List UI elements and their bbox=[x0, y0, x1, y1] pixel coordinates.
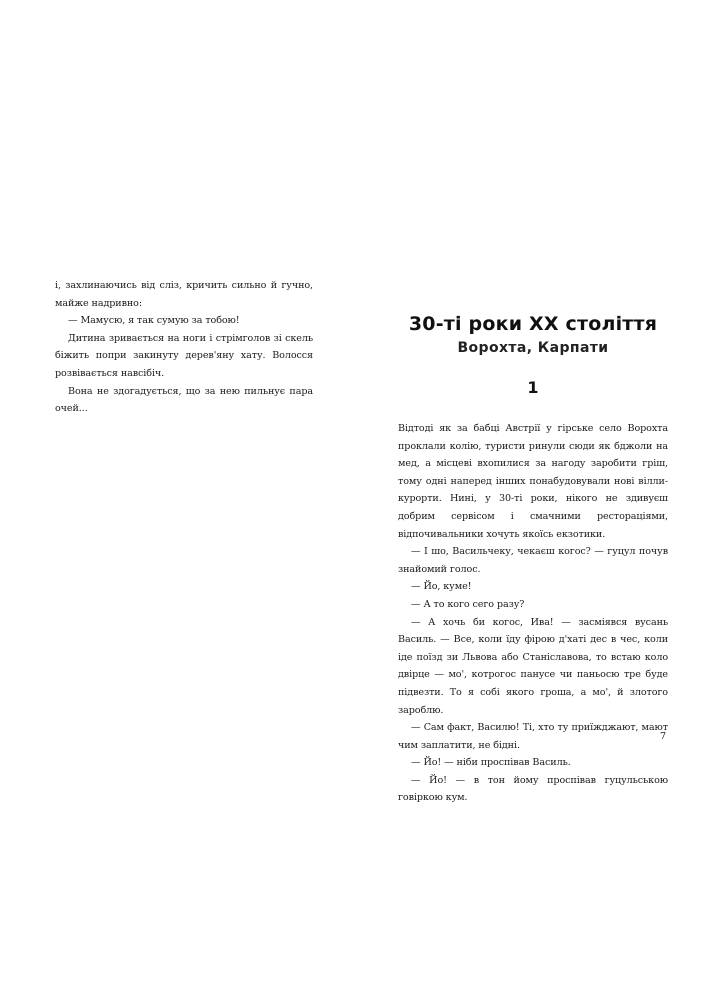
right-paragraph-2: — І шо, Васильчеку, чекаєш когос? — гуцул почув знайомий голос. bbox=[398, 546, 668, 575]
chapter-title: 30-ті роки XX століття bbox=[408, 313, 658, 335]
right-paragraph-4: — А то кого сего разу? bbox=[411, 598, 525, 610]
right-page bbox=[398, 300, 668, 807]
left-paragraph-1: і, захлинаючись від сліз, кричить сильно й гучно, майже надривно: bbox=[55, 280, 313, 309]
right-paragraph-6: — Сам факт, Василю! Ті, хто ту приїжджают, мают чим заплатити, не бідні. bbox=[398, 722, 668, 751]
right-paragraph-1: Відтоді як за бабці Австрії у гірське село Ворохта проклали колію, туристи ринули сюди як бджоли на мед, а місцеві вхопилися за нагоду заробити гріш, тому одні наперед інших понабудовували нові вілли-курорти. Нині, у 30-ті роки, нікого не здивуєш добрим сервісом і смачними ресторaціями, відпочивальники хочуть якоїсь екзотики. bbox=[398, 423, 668, 540]
right-body-text bbox=[398, 420, 668, 807]
left-paragraph-4: Вона не здогадується, що за нею пильнує пара очей... bbox=[55, 385, 313, 415]
chapter-subtitle: Ворохта, Карпати bbox=[457, 340, 609, 356]
left-page bbox=[55, 277, 313, 418]
page-number: 7 bbox=[660, 731, 667, 742]
right-paragraph-7: — Йо! — ніби проспівав Василь. bbox=[411, 757, 571, 769]
left-paragraph-2: — Мамусю, я так сумую за тобою! bbox=[68, 315, 240, 327]
left-paragraph-3: Дитина зривається на ноги і стрімголов зі скель біжить попри закинуту дерев'яну хату. Волосся розвівається навсібіч. bbox=[55, 332, 313, 379]
section-number: 1 bbox=[527, 378, 539, 397]
right-paragraph-3: — Йо, куме! bbox=[411, 581, 472, 593]
right-paragraph-8: — Йо! — в тон йому проспівав гуцульською говіркою кум. bbox=[398, 774, 668, 804]
right-paragraph-5: — А хочь би когос, Ива! — засміявся вусань Василь. — Все, коли їду фірою д'хаті дес в чес, коли іде поїзд зи Львова або Станіслaвова, то встаю коло двірце — мо', котрогос панусе чи паньосю тре буде підвезти. То я собі якого гроша, а мо', й злотого зароблю. bbox=[398, 616, 668, 716]
